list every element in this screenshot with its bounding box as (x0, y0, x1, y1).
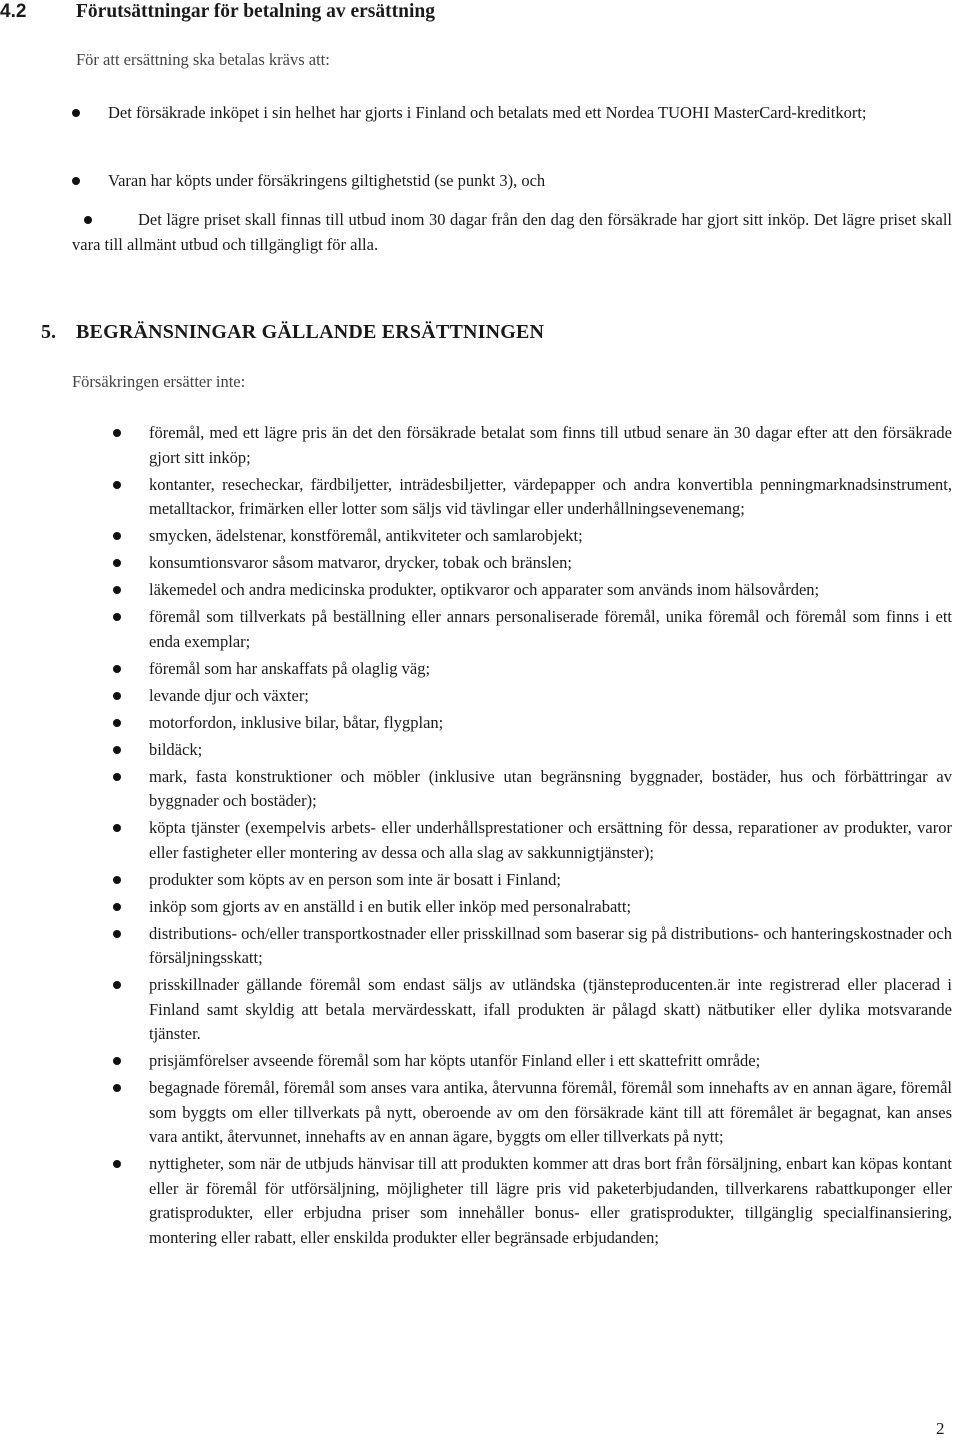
list-item (0, 973, 952, 1047)
list-item-text: smycken, ädelstenar, konstföremål, antikviteter och samlarobjekt; (149, 526, 583, 545)
bullet-icon (113, 746, 121, 754)
list-item (0, 551, 952, 576)
list-item (0, 578, 952, 603)
condition-text: Det lägre priset skall finnas till utbud inom 30 dagar från den dag den försäkrade har gjort sitt inköp. Det lägre priset skall vara till allmänt utbud och tillgängligt för alla. (72, 210, 952, 254)
list-item (0, 1076, 952, 1150)
list-item (0, 1049, 952, 1074)
list-item-text: konsumtionsvaror såsom matvaror, drycker, tobak och bränslen; (149, 553, 572, 572)
bullet-icon (72, 177, 80, 185)
list-item-text: nyttigheter, som när de utbjuds hänvisar till att produkten kommer att dras bort från försäljning, enbart kan köpas kontant eller är föremål för utförsäljning, möjligheter till lägre pris vid paketerbjudanden, tillverkarens rabattkuponger eller gratisprodukter, eller erbjudna priser som innehåller bonus- eller gratisprodukter, tillgänglig specialfinansiering, montering eller rabatt, eller enskilda produkter eller begränsade erbjudanden; (149, 1154, 952, 1247)
list-item (0, 816, 952, 865)
section-5-number: 5. (41, 321, 56, 343)
list-item-text: levande djur och växter; (149, 685, 309, 705)
bullet-icon (113, 824, 121, 832)
list-item (0, 922, 952, 971)
bullet-icon (113, 719, 121, 727)
bullet-icon (84, 216, 92, 224)
list-item-text: prisjämförelser avseende föremål som har köpts utanför Finland eller i ett skattefritt område; (149, 1051, 761, 1070)
list-item (0, 1152, 952, 1250)
list-item (0, 738, 952, 763)
bullet-icon (113, 1057, 121, 1065)
list-item (0, 895, 952, 920)
bullet-icon (113, 586, 121, 594)
bullet-icon (113, 429, 121, 437)
list-item-text: köpta tjänster (exempelvis arbets- eller underhållsprestationer och ersättning för dessa, reparationer av produkter, varor eller fastigheter eller montering av dessa och alla slag av sakkunnigtjänster); (149, 818, 952, 862)
condition-text: Varan har köpts under försäkringens giltighetstid (se punkt 3), och (108, 171, 546, 190)
bullet-icon (113, 613, 121, 621)
list-item (0, 684, 952, 709)
list-item-text: bildäck; (149, 739, 203, 759)
condition-item (72, 208, 952, 257)
list-item-text: föremål som tillverkats på beställning eller annars personaliserade föremål, unika föremål och föremål som finns i ett enda exemplar; (149, 607, 952, 651)
list-item-text: mark, fasta konstruktioner och möbler (inklusive utan begränsning byggnader, bostäder, hus och förbättringar av byggnader och bostäder); (149, 766, 952, 810)
list-item (0, 421, 952, 470)
bullet-icon (113, 981, 121, 989)
list-item-text: inköp som gjorts av en anställd i en butik eller inköp med personalrabatt; (149, 896, 632, 916)
bullet-icon (113, 930, 121, 938)
bullet-icon (113, 1084, 121, 1092)
bullet-icon (113, 876, 121, 884)
list-item (0, 605, 952, 654)
list-item-text: föremål som har anskaffats på olaglig väg; (149, 658, 431, 678)
section-5-title: BEGRÄNSNINGAR GÄLLANDE ERSÄTTNINGEN (76, 321, 545, 343)
bullet-icon (72, 109, 80, 117)
bullet-icon (113, 481, 121, 489)
bullet-icon (113, 665, 121, 673)
list-item (0, 765, 952, 814)
bullet-icon (113, 1160, 121, 1168)
list-item-text: föremål, med ett lägre pris än det den försäkrade betalat som finns till utbud senare än 30 dagar efter att den försäkrade gjort sitt inköp; (149, 423, 952, 467)
section-4-2-intro: För att ersättning ska betalas krävs att: (76, 50, 330, 69)
bullet-icon (113, 773, 121, 781)
list-item-text: prisskillnader gällande föremål som endast säljs av utländska (tjänsteproducenten.är inte registrerad eller placerad i Finland samt skyldig att betala mervärdesskatt, ifall produkten är pålagd skatt) nätbutiker eller dylika motsvarande tjänster. (149, 975, 952, 1043)
section-4-2-number: 4.2 (0, 1, 27, 22)
list-item (0, 473, 952, 522)
bullet-icon (113, 532, 121, 540)
exclusions-list (0, 421, 952, 1253)
bullet-icon (113, 692, 121, 700)
bullet-icon (113, 903, 121, 911)
list-item (0, 524, 952, 549)
section-4-2-title: Förutsättningar för betalning av ersättning (76, 1, 435, 22)
list-item-text: distributions- och/eller transportkostnader eller prisskillnad som baserar sig på distributions- och hanteringskostnader och försäljningsskatt; (149, 923, 952, 967)
list-item (0, 711, 952, 736)
list-item (0, 868, 952, 893)
condition-text: Det försäkrade inköpet i sin helhet har gjorts i Finland och betalats med ett Nordea TUOHI MasterCard-kreditkort; (108, 103, 867, 122)
condition-item (72, 169, 952, 194)
list-item-text: kontanter, resecheckar, färdbiljetter, inträdesbiljetter, värdepapper och andra konvertibla penningmarknadsinstrument, metalltackor, frimärken eller lotter som säljs vid tävlingar eller underhållningsevenemang; (149, 474, 952, 518)
list-item-text: produkter som köpts av en person som inte är bosatt i Finland; (149, 869, 561, 889)
list-item-text: läkemedel och andra medicinska produkter, optikvaror och apparater som används inom hälsovården; (149, 580, 820, 599)
list-item (0, 657, 952, 682)
condition-item (72, 101, 952, 126)
list-item-text: motorfordon, inklusive bilar, båtar, flygplan; (149, 712, 444, 732)
section-5-lead: Försäkringen ersätter inte: (72, 372, 246, 391)
list-item-text: begagnade föremål, föremål som anses vara antika, återvunna föremål, föremål som innehafts av en annan ägare, föremål som byggts om eller tillverkats på nytt, oberoende av om den försäkrade känt till att föremålet är begagnat, kan anses vara antikt, återvunnet, innehafts av en annan ägare, byggts om eller tillverkats på nytt; (149, 1078, 952, 1146)
page-number: 2 (936, 1419, 945, 1438)
bullet-icon (113, 559, 121, 567)
